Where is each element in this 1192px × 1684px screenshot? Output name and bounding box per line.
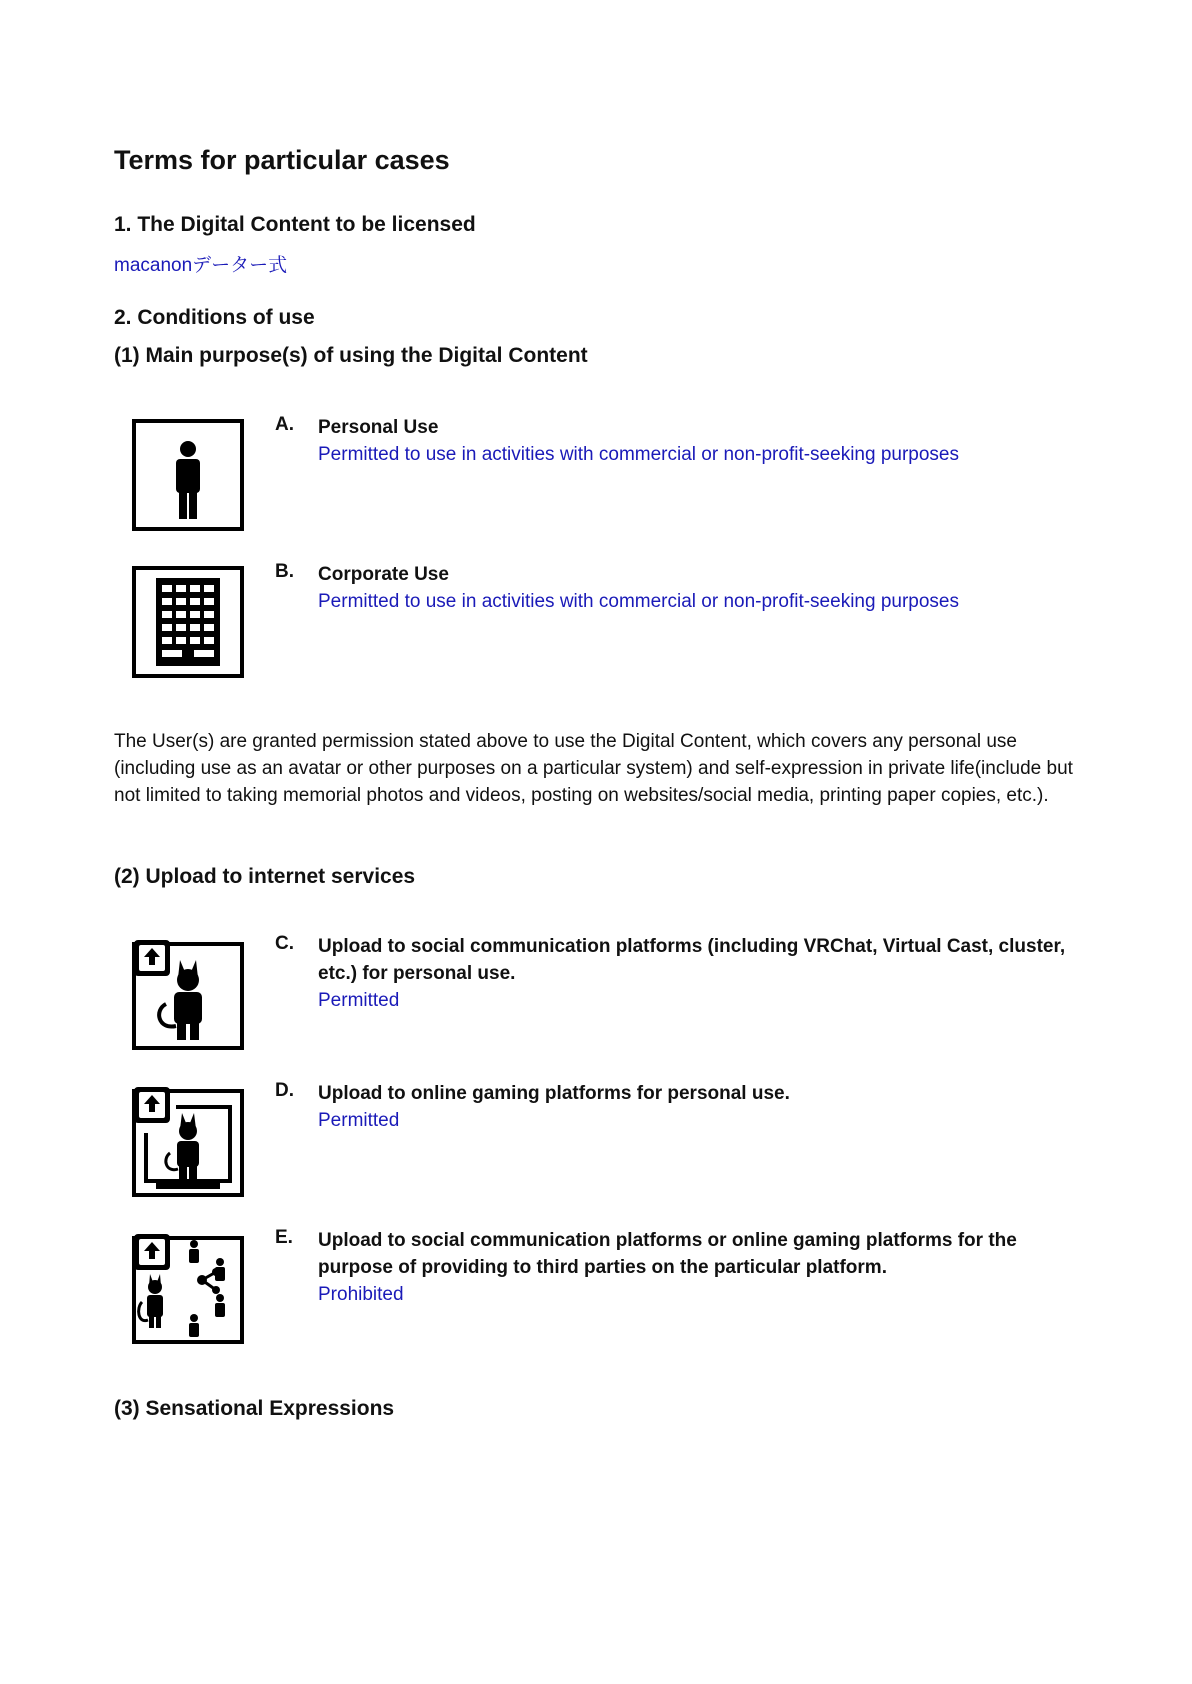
- item-a-letter: A.: [275, 414, 294, 435]
- item-e-title: Upload to social communication platforms or online gaming platforms for the purpose of providing to third parties on the particular platform.: [318, 1230, 1017, 1278]
- item-e: [318, 1227, 1078, 1308]
- page-title: Terms for particular cases: [114, 145, 450, 175]
- item-d-status: Permitted: [318, 1110, 400, 1131]
- item-b-status: Permitted to use in activities with commercial or non-profit-seeking purposes: [318, 591, 959, 612]
- item-a-status: Permitted to use in activities with commercial or non-profit-seeking purposes: [318, 444, 959, 465]
- item-c-status: Permitted: [318, 990, 400, 1011]
- item-e-status: Prohibited: [318, 1284, 404, 1305]
- item-d-title: Upload to online gaming platforms for personal use.: [318, 1083, 790, 1104]
- upload-avatar-icon: [132, 938, 244, 1050]
- sensational-expressions-heading: (3) Sensational Expressions: [114, 1397, 395, 1420]
- person-icon: [132, 419, 244, 531]
- item-e-letter: E.: [275, 1227, 293, 1248]
- section-2-heading: 2. Conditions of use: [114, 306, 315, 329]
- item-a: [318, 414, 1078, 468]
- main-purpose-heading: (1) Main purpose(s) of using the Digital Content: [114, 344, 588, 367]
- item-d-letter: D.: [275, 1080, 294, 1101]
- item-b-title: Corporate Use: [318, 564, 449, 585]
- usage-permission-paragraph: The User(s) are granted permission stated above to use the Digital Content, which covers any personal use (including use as an avatar or other purposes on a particular system) and self-expression in private life(include but not limited to taking memorial photos and videos, posting on websites/social media, printing paper copies, etc.).: [114, 731, 1073, 806]
- upload-share-icon: [132, 1232, 244, 1344]
- item-c: [318, 933, 1078, 1014]
- licensed-content-name: macanonデーター式: [114, 255, 288, 276]
- upload-game-icon: [132, 1085, 244, 1197]
- upload-heading: (2) Upload to internet services: [114, 865, 416, 888]
- item-b-letter: B.: [275, 561, 294, 582]
- item-d: [318, 1080, 1078, 1134]
- item-a-title: Personal Use: [318, 417, 439, 438]
- item-c-title: Upload to social communication platforms (including VRChat, Virtual Cast, cluster, etc.) for personal use.: [318, 936, 1066, 984]
- item-b: [318, 561, 1078, 615]
- building-icon: [132, 566, 244, 678]
- section-1-heading: 1. The Digital Content to be licensed: [114, 213, 476, 236]
- item-c-letter: C.: [275, 933, 294, 954]
